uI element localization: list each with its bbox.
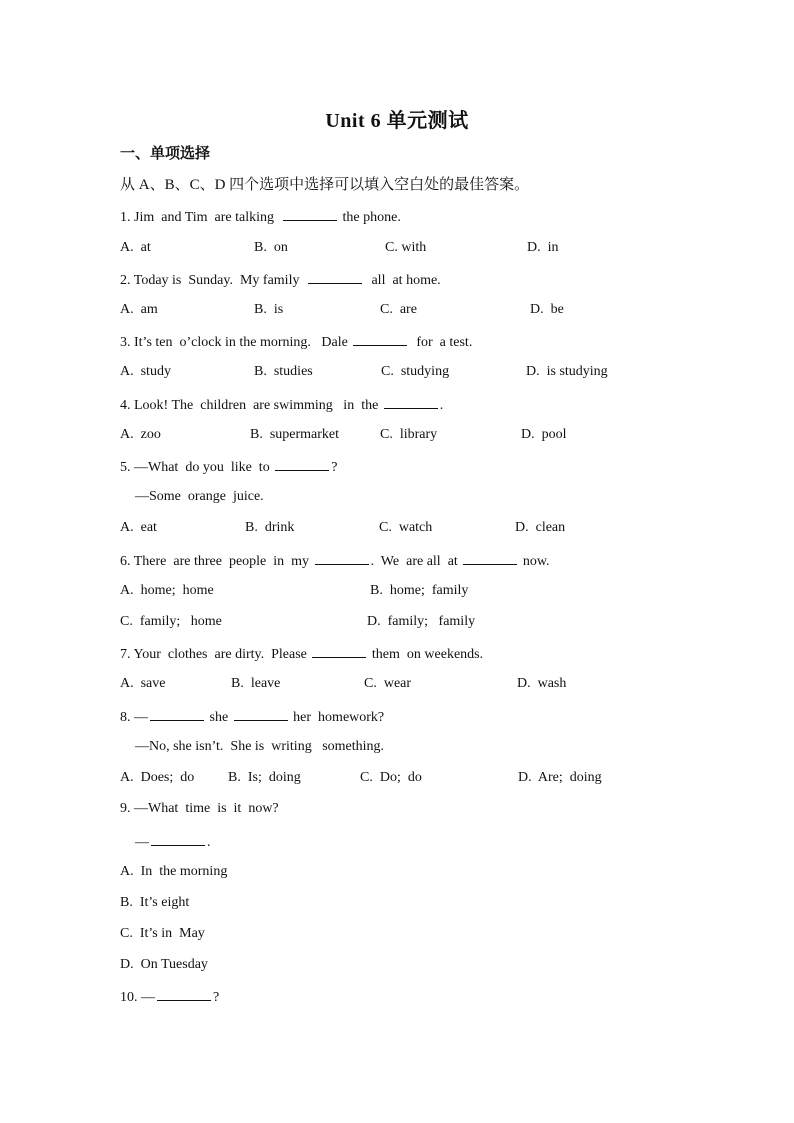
section-heading: 一、单项选择	[120, 146, 211, 162]
question-text: the phone.	[339, 210, 401, 225]
question-text: her homework?	[289, 710, 385, 725]
answer-blank	[283, 207, 337, 221]
option-d: D. wash	[517, 676, 567, 691]
question-1	[120, 207, 401, 227]
question-text: .	[207, 835, 211, 850]
dialogue-response	[135, 832, 211, 852]
option-d: D. in	[527, 240, 559, 255]
option-a: A. am	[120, 302, 158, 317]
option-d: D. Are; doing	[518, 770, 602, 785]
option-b: B. studies	[254, 364, 313, 379]
answer-blank	[157, 987, 211, 1001]
answer-blank	[308, 270, 362, 284]
question-10	[120, 987, 219, 1007]
option-d: D. clean	[515, 520, 566, 535]
option-d: D. be	[530, 302, 564, 317]
question-text: ?	[331, 460, 338, 475]
question-text: 4. Look! The children are swimming in the	[120, 398, 382, 413]
option-d: D. is studying	[526, 364, 608, 379]
question-text: she	[206, 710, 232, 725]
answer-blank	[275, 457, 329, 471]
answer-blank	[234, 707, 288, 721]
page-title: Unit 6 单元测试	[325, 110, 469, 132]
option-b: B. on	[254, 240, 288, 255]
dialogue-response: —Some orange juice.	[135, 489, 264, 504]
question-text: 2. Today is Sunday. My family	[120, 273, 307, 288]
option-a: A. zoo	[120, 427, 161, 442]
question-8	[120, 707, 384, 727]
answer-blank	[463, 551, 517, 565]
option-a: A. home; home	[120, 583, 214, 598]
option-b: B. home; family	[370, 583, 469, 598]
question-text: 3. It’s ten o’clock in the morning. Dale	[120, 335, 352, 350]
answer-blank	[315, 551, 369, 565]
question-text: —	[135, 835, 149, 850]
answer-blank	[151, 832, 205, 846]
option-a: A. save	[120, 676, 166, 691]
question-text: 7. Your clothes are dirty. Please	[120, 647, 311, 662]
option-c: C. are	[380, 302, 417, 317]
question-text: now.	[519, 554, 550, 569]
question-text: them on weekends.	[368, 647, 484, 662]
question-text: 5. —What do you like to	[120, 460, 274, 475]
option-b: B. is	[254, 302, 284, 317]
answer-blank	[353, 332, 407, 346]
section-instruction: 从 A、B、C、D 四个选项中选择可以填入空白处的最佳答案。	[120, 177, 530, 193]
answer-blank	[312, 644, 366, 658]
option-d: D. pool	[521, 427, 567, 442]
dialogue-response: —No, she isn’t. She is writing something.	[135, 739, 385, 754]
question-text: 8. —	[120, 710, 148, 725]
question-text: ?	[213, 990, 220, 1005]
option-c: C. with	[385, 240, 427, 255]
option-b: B. drink	[245, 520, 295, 535]
option-c: C. Do; do	[360, 770, 422, 785]
option-b: B. leave	[231, 676, 281, 691]
answer-blank	[384, 395, 438, 409]
option-a: A. eat	[120, 520, 157, 535]
option-b: B. It’s eight	[120, 895, 190, 910]
option-c: C. It’s in May	[120, 926, 205, 941]
option-a: A. at	[120, 240, 151, 255]
question-3	[120, 332, 472, 352]
option-b: B. supermarket	[250, 427, 340, 442]
question-text: for a test.	[409, 335, 473, 350]
question-text: 6. There are three people in my	[120, 554, 313, 569]
option-c: C. library	[380, 427, 438, 442]
option-d: D. family; family	[367, 614, 476, 629]
question-9: 9. —What time is it now?	[120, 801, 279, 816]
option-a: A. In the morning	[120, 864, 228, 879]
question-text: all at home.	[364, 273, 441, 288]
question-text: . We are all at	[370, 554, 462, 569]
option-d: D. On Tuesday	[120, 957, 208, 972]
question-6	[120, 551, 550, 571]
question-7	[120, 644, 483, 664]
question-text: 1. Jim and Tim are talking	[120, 210, 281, 225]
question-4	[120, 395, 443, 415]
question-text: 10. —	[120, 990, 155, 1005]
question-2	[120, 270, 441, 290]
option-c: C. watch	[379, 520, 433, 535]
answer-blank	[150, 707, 204, 721]
option-a: A. Does; do	[120, 770, 195, 785]
option-c: C. wear	[364, 676, 412, 691]
question-text: .	[439, 398, 444, 413]
question-5	[120, 457, 337, 477]
option-c: C. studying	[381, 364, 450, 379]
option-a: A. study	[120, 364, 171, 379]
option-b: B. Is; doing	[228, 770, 301, 785]
option-c: C. family; home	[120, 614, 222, 629]
